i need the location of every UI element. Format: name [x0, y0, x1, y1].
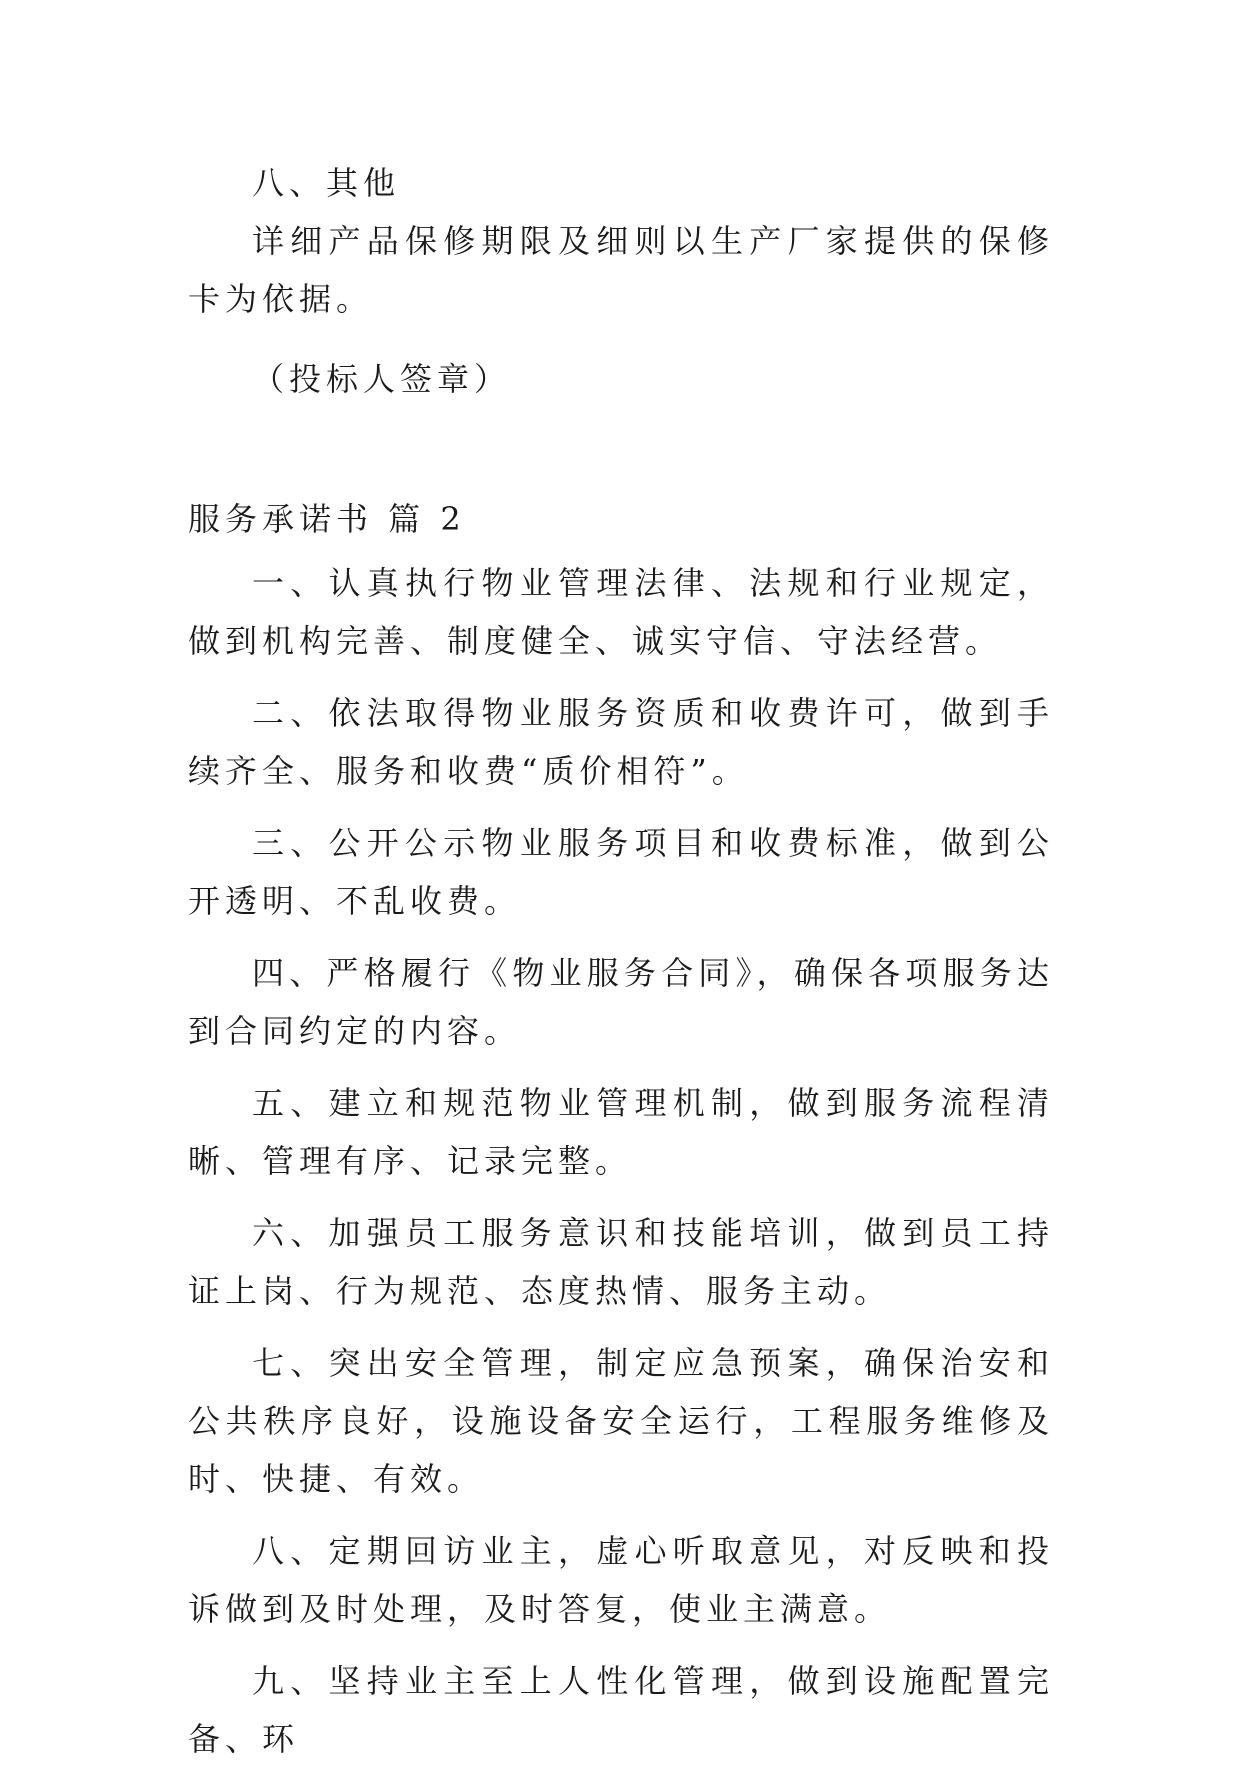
- bidder-signature-line: （投标人签章）: [252, 360, 512, 398]
- section-heading-other: 八、其他: [252, 164, 401, 202]
- warranty-paragraph: 详细产品保修期限及细则以生产厂家提供的保修卡为依据。: [188, 222, 1054, 318]
- document-body: [188, 154, 1054, 1768]
- section-title-service-commitment: 服务承诺书 篇 2: [188, 500, 466, 538]
- commitment-item-6: 六、加强员工服务意识和技能培训，做到员工持证上岗、行为规范、态度热情、服务主动。: [188, 1214, 1054, 1310]
- commitment-item-3: 三、公开公示物业服务项目和收费标准，做到公开透明、不乱收费。: [188, 824, 1054, 920]
- commitment-item-4: 四、严格履行《物业服务合同》，确保各项服务达到合同约定的内容。: [188, 954, 1054, 1050]
- commitment-item-5: 五、建立和规范物业管理机制，做到服务流程清晰、管理有序、记录完整。: [188, 1084, 1054, 1180]
- commitment-item-8: 八、定期回访业主，虚心听取意见，对反映和投诉做到及时处理，及时答复，使业主满意。: [188, 1532, 1054, 1628]
- commitment-item-2: 二、依法取得物业服务资质和收费许可，做到手续齐全、服务和收费“质价相符”。: [188, 694, 1054, 790]
- commitment-item-7: 七、突出安全管理，制定应急预案，确保治安和公共秩序良好，设施设备安全运行，工程服务维修及时、快捷、有效。: [188, 1344, 1054, 1498]
- commitment-item-9: 九、坚持业主至上人性化管理，做到设施配置完备、环: [188, 1662, 1054, 1758]
- commitment-item-1: 一、认真执行物业管理法律、法规和行业规定，做到机构完善、制度健全、诚实守信、守法经营。: [188, 564, 1054, 660]
